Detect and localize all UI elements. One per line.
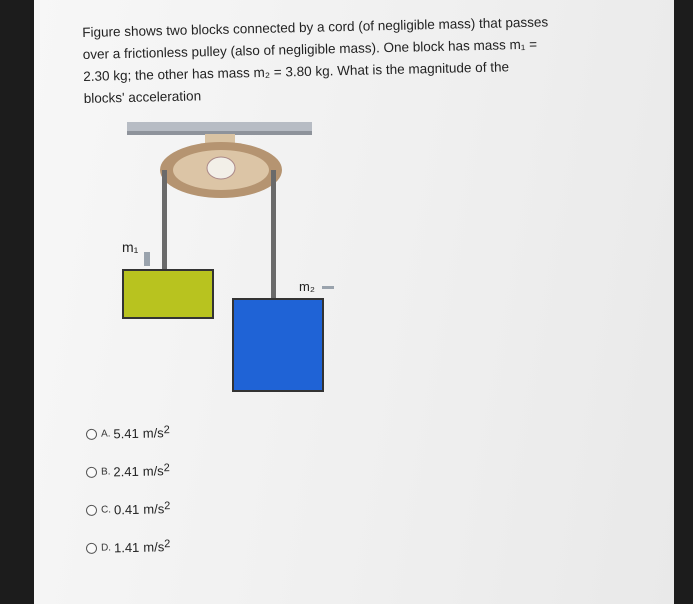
- option-d[interactable]: [86, 536, 171, 558]
- option-a[interactable]: [86, 422, 171, 444]
- option-letter: D.: [100, 541, 112, 554]
- m2-label-mark: [322, 286, 334, 289]
- question-line: Figure shows two blocks connected by a cord (of negligible mass) that passes: [82, 14, 549, 40]
- block-m2: [233, 299, 323, 391]
- cord-left: [162, 170, 167, 272]
- ceiling-bar: [127, 122, 312, 131]
- option-letter: C.: [100, 503, 112, 516]
- option-unit: m/s: [142, 424, 164, 441]
- m1-label-mark: [144, 252, 150, 266]
- option-letter: B.: [100, 465, 111, 478]
- question-line: over a frictionless pulley (also of negligible mass). One block has mass m₁ =: [82, 36, 538, 62]
- radio-b[interactable]: [86, 466, 97, 477]
- question-line: 2.30 kg; the other has mass m₂ = 3.80 kg. What is the magnitude of the: [83, 59, 510, 84]
- option-value: 0.41: [113, 501, 140, 517]
- option-unit: m/s: [143, 500, 165, 517]
- option-exponent: 2: [163, 424, 170, 437]
- answer-options: [86, 424, 170, 576]
- option-unit: m/s: [142, 462, 164, 479]
- pulley-hub: [207, 157, 235, 179]
- option-b[interactable]: [86, 460, 171, 482]
- m2-label: m₂: [299, 279, 315, 294]
- option-value: 2.41: [113, 463, 139, 479]
- option-unit: m/s: [143, 538, 165, 555]
- radio-a[interactable]: [86, 428, 97, 439]
- option-letter: A.: [100, 427, 111, 440]
- m1-label: m₁: [122, 239, 139, 255]
- cord-right: [271, 170, 276, 308]
- pulley-diagram: [110, 112, 370, 412]
- radio-c[interactable]: [86, 504, 97, 515]
- question-line: blocks' acceleration: [83, 88, 202, 106]
- option-exponent: 2: [164, 500, 171, 513]
- option-exponent: 2: [164, 538, 171, 551]
- radio-d[interactable]: [86, 542, 97, 553]
- pulley-figure: [110, 112, 370, 412]
- option-value: 5.41: [113, 425, 139, 441]
- option-value: 1.41: [113, 539, 140, 555]
- option-c[interactable]: [86, 498, 171, 520]
- option-exponent: 2: [163, 462, 170, 475]
- question-text: [82, 9, 644, 110]
- block-m1: [123, 270, 213, 318]
